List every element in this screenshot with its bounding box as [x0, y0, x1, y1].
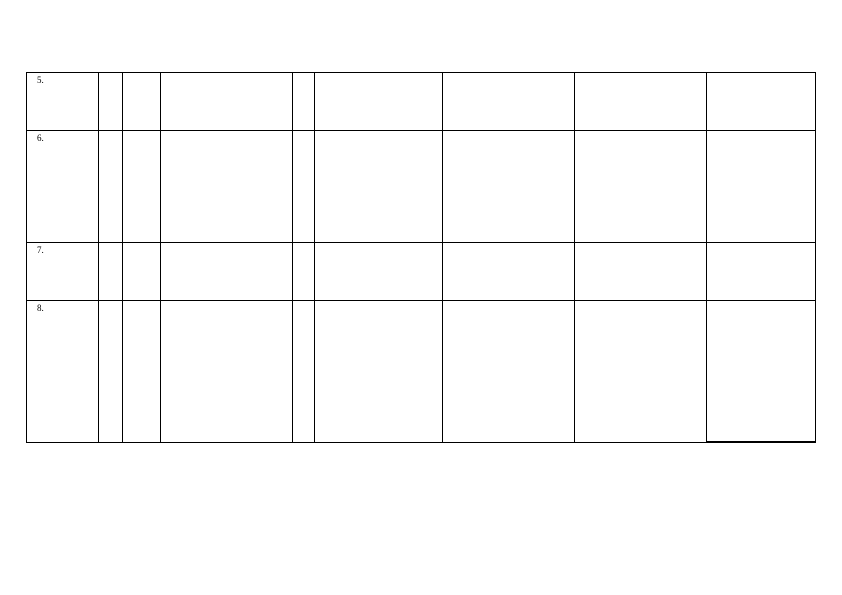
date-column-cell [122, 301, 160, 442]
lesson-topic [160, 243, 292, 301]
music-works [314, 131, 442, 243]
music-terms [574, 243, 706, 301]
musical-activity [442, 243, 574, 301]
musical-activity [442, 131, 574, 243]
music-terms [574, 131, 706, 243]
page-ref-cell [292, 73, 314, 131]
date-column-cell [122, 243, 160, 301]
lesson-topic [160, 131, 292, 243]
music-works [314, 73, 442, 131]
table-row [26, 72, 816, 131]
page-ref-cell [292, 301, 314, 442]
page-ref-cell [292, 131, 314, 243]
music-works [314, 243, 442, 301]
musical-activity [442, 73, 574, 131]
date-column-cell [122, 131, 160, 243]
musical-activity [442, 301, 574, 442]
date-column-cell [98, 301, 122, 442]
table-row [26, 130, 816, 243]
music-terms [574, 73, 706, 131]
table-row [26, 300, 816, 443]
learning-activities [706, 72, 816, 442]
date-column-cell [98, 131, 122, 243]
lesson-plan-table [26, 72, 816, 442]
row-number: 7. [26, 243, 98, 301]
date-column-cell [98, 243, 122, 301]
row-number: 8. [26, 301, 98, 442]
page-ref-cell [292, 243, 314, 301]
music-terms [574, 301, 706, 442]
row-number: 5. [26, 73, 98, 131]
date-column-cell [98, 73, 122, 131]
lesson-topic [160, 301, 292, 442]
table-row [26, 242, 816, 301]
lesson-topic [160, 73, 292, 131]
date-column-cell [122, 73, 160, 131]
music-works [314, 301, 442, 442]
row-number: 6. [26, 131, 98, 243]
